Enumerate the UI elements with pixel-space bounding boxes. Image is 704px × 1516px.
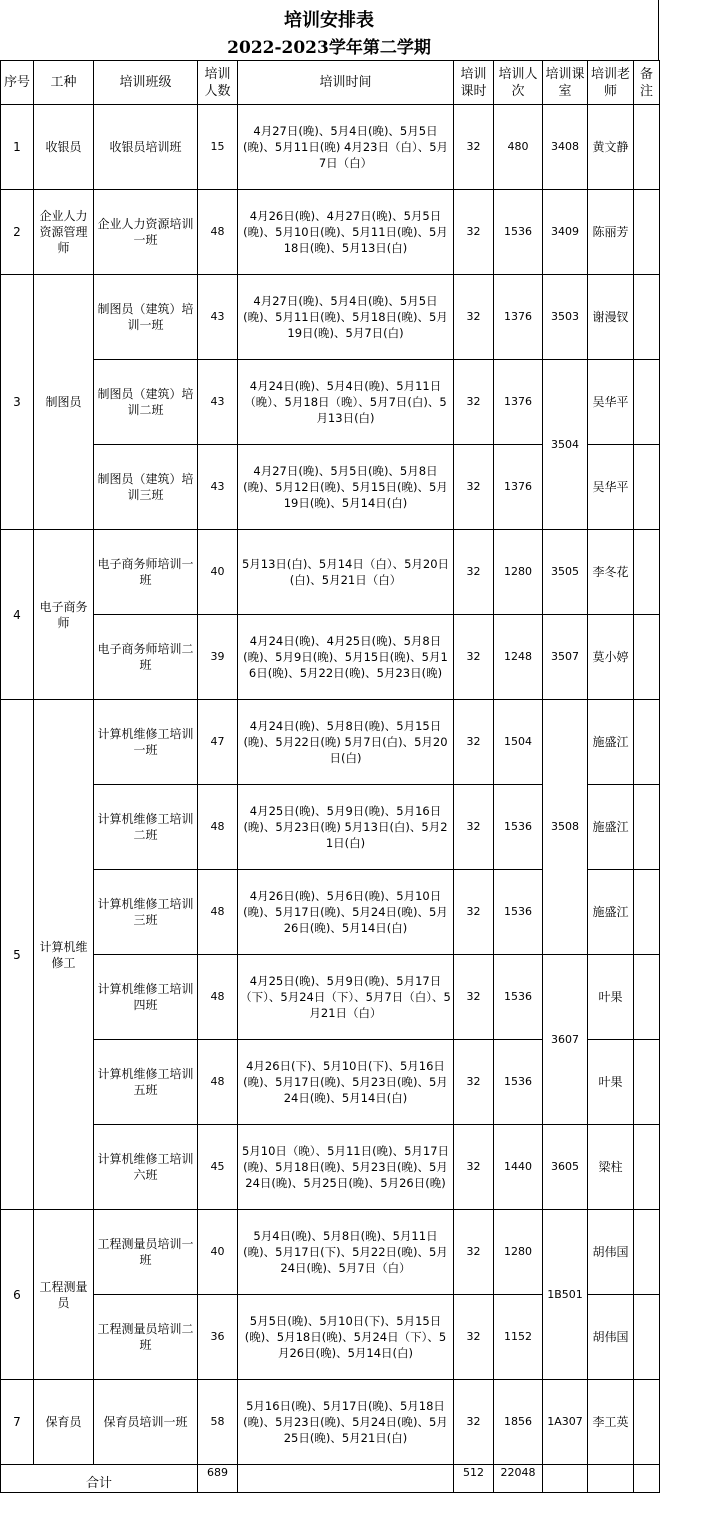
header-row — [1, 61, 660, 105]
count-cell: 48 — [198, 785, 238, 870]
hours-cell: 32 — [454, 190, 494, 275]
time-cell: 4月26日(下)、5月10日(下)、5月16日(晚)、5月17日(晚)、5月23日(晚)、5月24日(晚)、5月14日(白) — [238, 1040, 454, 1125]
table-row — [1, 615, 660, 700]
total-count: 689 — [198, 1465, 238, 1493]
count-cell: 15 — [198, 105, 238, 190]
hours-cell: 32 — [454, 615, 494, 700]
time-cell: 5月16日(晚)、5月17日(晚)、5月18日(晚)、5月23日(晚)、5月24日(晚)、5月25日(晚)、5月21日(白) — [238, 1380, 454, 1465]
note-cell — [634, 1125, 660, 1210]
note-cell — [634, 1295, 660, 1380]
table-row — [1, 275, 660, 360]
count-cell: 48 — [198, 870, 238, 955]
count-cell: 40 — [198, 1210, 238, 1295]
count-cell: 39 — [198, 615, 238, 700]
room-cell: 3409 — [543, 190, 588, 275]
total-row — [1, 1465, 660, 1493]
room-cell: 1B501 — [543, 1210, 588, 1380]
time-cell: 4月27日(晚)、5月5日(晚)、5月8日(晚)、5月12日(晚)、5月15日(晚)、5月19日(晚)、5月14日(白) — [238, 445, 454, 530]
class-cell: 制图员（建筑）培训三班 — [94, 445, 198, 530]
time-cell: 4月26日(晚)、4月27日(晚)、5月5日(晚)、5月10日(晚)、5月11日(晚)、5月18日(晚)、5月13日(白) — [238, 190, 454, 275]
note-cell — [634, 445, 660, 530]
header-cell: 备注 — [634, 61, 660, 105]
hours-cell: 32 — [454, 700, 494, 785]
seq-cell: 5 — [1, 700, 34, 1210]
visits-cell: 1536 — [494, 785, 543, 870]
note-cell — [634, 1210, 660, 1295]
schedule-table — [0, 60, 660, 1493]
seq-cell: 3 — [1, 275, 34, 530]
note-cell — [634, 1380, 660, 1465]
hours-cell: 32 — [454, 1040, 494, 1125]
hours-cell: 32 — [454, 530, 494, 615]
note-cell — [634, 1040, 660, 1125]
table-row — [1, 105, 660, 190]
table-row — [1, 955, 660, 1040]
hours-cell: 32 — [454, 360, 494, 445]
header-cell: 培训课室 — [543, 61, 588, 105]
hours-cell: 32 — [454, 1380, 494, 1465]
note-cell — [634, 360, 660, 445]
hours-cell: 32 — [454, 445, 494, 530]
teacher-cell: 施盛江 — [588, 870, 634, 955]
hours-cell: 32 — [454, 275, 494, 360]
class-cell: 制图员（建筑）培训二班 — [94, 360, 198, 445]
class-cell: 收银员培训班 — [94, 105, 198, 190]
total-empty-cell — [588, 1465, 634, 1493]
time-cell: 4月26日(晚)、5月6日(晚)、5月10日(晚)、5月17日(晚)、5月24日(晚)、5月26日(晚)、5月14日(白) — [238, 870, 454, 955]
total-visits: 22048 — [494, 1465, 543, 1493]
teacher-cell: 黄文静 — [588, 105, 634, 190]
header-cell: 培训人次 — [494, 61, 543, 105]
count-cell: 48 — [198, 190, 238, 275]
header-cell: 培训时间 — [238, 61, 454, 105]
trade-cell: 工程测量员 — [34, 1210, 94, 1380]
visits-cell: 1536 — [494, 190, 543, 275]
count-cell: 48 — [198, 1040, 238, 1125]
hours-cell: 32 — [454, 1295, 494, 1380]
trade-cell: 企业人力资源管理师 — [34, 190, 94, 275]
teacher-cell: 胡伟国 — [588, 1210, 634, 1295]
teacher-cell: 李工英 — [588, 1380, 634, 1465]
teacher-cell: 李冬花 — [588, 530, 634, 615]
note-cell — [634, 615, 660, 700]
trade-cell: 保育员 — [34, 1380, 94, 1465]
teacher-cell: 吴华平 — [588, 445, 634, 530]
visits-cell: 1856 — [494, 1380, 543, 1465]
time-cell: 4月24日(晚)、5月4日(晚)、5月11日（晚）、5月18日（晚）、5月7日(白)、5月13日(白) — [238, 360, 454, 445]
hours-cell: 32 — [454, 105, 494, 190]
class-cell: 计算机维修工培训三班 — [94, 870, 198, 955]
room-cell: 3408 — [543, 105, 588, 190]
seq-cell: 2 — [1, 190, 34, 275]
header-cell: 培训班级 — [94, 61, 198, 105]
count-cell: 36 — [198, 1295, 238, 1380]
trade-cell: 收银员 — [34, 105, 94, 190]
count-cell: 58 — [198, 1380, 238, 1465]
count-cell: 40 — [198, 530, 238, 615]
trade-cell: 制图员 — [34, 275, 94, 530]
time-cell: 4月24日(晚)、5月8日(晚)、5月15日(晚)、5月22日(晚) 5月7日(白)、5月20日(白) — [238, 700, 454, 785]
time-cell: 5月4日(晚)、5月8日(晚)、5月11日(晚)、5月17日(下)、5月22日(晚)、5月24日(晚)、5月7日（白） — [238, 1210, 454, 1295]
page-subtitle: 2022-2023学年第二学期 — [227, 38, 431, 58]
count-cell: 48 — [198, 955, 238, 1040]
room-cell: 3504 — [543, 360, 588, 530]
room-cell: 3605 — [543, 1125, 588, 1210]
teacher-cell: 莫小婷 — [588, 615, 634, 700]
table-row — [1, 1380, 660, 1465]
visits-cell: 1536 — [494, 870, 543, 955]
note-cell — [634, 955, 660, 1040]
time-cell: 4月25日(晚)、5月9日(晚)、5月17日（下）、5月24日（下）、5月7日（白）、5月21日（白） — [238, 955, 454, 1040]
teacher-cell: 施盛江 — [588, 700, 634, 785]
room-cell: 1A307 — [543, 1380, 588, 1465]
teacher-cell: 叶果 — [588, 1040, 634, 1125]
class-cell: 计算机维修工培训四班 — [94, 955, 198, 1040]
page-title: 培训安排表 — [284, 10, 374, 31]
count-cell: 47 — [198, 700, 238, 785]
count-cell: 43 — [198, 360, 238, 445]
room-cell: 3505 — [543, 530, 588, 615]
visits-cell: 1504 — [494, 700, 543, 785]
trade-cell: 计算机维修工 — [34, 700, 94, 1210]
teacher-cell: 梁柱 — [588, 1125, 634, 1210]
note-cell — [634, 785, 660, 870]
total-empty-cell — [238, 1465, 454, 1493]
time-cell: 5月5日(晚)、5月10日(下)、5月15日(晚)、5月18日(晚)、5月24日（下）、5月26日(晚)、5月14日(白) — [238, 1295, 454, 1380]
header-cell: 工种 — [34, 61, 94, 105]
class-cell: 计算机维修工培训二班 — [94, 785, 198, 870]
header-cell: 培训课时 — [454, 61, 494, 105]
visits-cell: 1376 — [494, 360, 543, 445]
teacher-cell: 施盛江 — [588, 785, 634, 870]
table-row — [1, 190, 660, 275]
class-cell: 计算机维修工培训五班 — [94, 1040, 198, 1125]
note-cell — [634, 700, 660, 785]
class-cell: 企业人力资源培训一班 — [94, 190, 198, 275]
room-cell: 3507 — [543, 615, 588, 700]
visits-cell: 1280 — [494, 1210, 543, 1295]
teacher-cell: 胡伟国 — [588, 1295, 634, 1380]
header-cell: 培训老师 — [588, 61, 634, 105]
time-cell: 5月13日(白)、5月14日（白）、5月20日(白)、5月21日（白） — [238, 530, 454, 615]
table-row — [1, 530, 660, 615]
header-cell: 序号 — [1, 61, 34, 105]
visits-cell: 1280 — [494, 530, 543, 615]
teacher-cell: 叶果 — [588, 955, 634, 1040]
teacher-cell: 陈丽芳 — [588, 190, 634, 275]
visits-cell: 1376 — [494, 445, 543, 530]
visits-cell: 1248 — [494, 615, 543, 700]
class-cell: 工程测量员培训一班 — [94, 1210, 198, 1295]
time-cell: 4月27日(晚)、5月4日(晚)、5月5日(晚)、5月11日(晚) 4月23日（白）、5月7日（白） — [238, 105, 454, 190]
count-cell: 43 — [198, 275, 238, 360]
trade-cell: 电子商务师 — [34, 530, 94, 700]
table-row — [1, 1210, 660, 1295]
note-cell — [634, 105, 660, 190]
teacher-cell: 吴华平 — [588, 360, 634, 445]
class-cell: 保育员培训一班 — [94, 1380, 198, 1465]
class-cell: 制图员（建筑）培训一班 — [94, 275, 198, 360]
time-cell: 4月24日(晚)、4月25日(晚)、5月8日(晚)、5月9日(晚)、5月15日(晚)、5月16日(晚)、5月22日(晚)、5月23日(晚) — [238, 615, 454, 700]
visits-cell: 1536 — [494, 955, 543, 1040]
room-cell: 3607 — [543, 955, 588, 1125]
class-cell: 电子商务师培训一班 — [94, 530, 198, 615]
seq-cell: 7 — [1, 1380, 34, 1465]
visits-cell: 1440 — [494, 1125, 543, 1210]
seq-cell: 4 — [1, 530, 34, 700]
hours-cell: 32 — [454, 870, 494, 955]
count-cell: 43 — [198, 445, 238, 530]
visits-cell: 480 — [494, 105, 543, 190]
note-cell — [634, 870, 660, 955]
visits-cell: 1376 — [494, 275, 543, 360]
total-empty-cell — [543, 1465, 588, 1493]
class-cell: 计算机维修工培训一班 — [94, 700, 198, 785]
note-cell — [634, 275, 660, 360]
class-cell: 计算机维修工培训六班 — [94, 1125, 198, 1210]
seq-cell: 1 — [1, 105, 34, 190]
time-cell: 4月25日(晚)、5月9日(晚)、5月16日(晚)、5月23日(晚) 5月13日(白)、5月21日(白) — [238, 785, 454, 870]
room-cell: 3508 — [543, 700, 588, 955]
visits-cell: 1152 — [494, 1295, 543, 1380]
total-empty-cell — [634, 1465, 660, 1493]
time-cell: 4月27日(晚)、5月4日(晚)、5月5日(晚)、5月11日(晚)、5月18日(晚)、5月19日(晚)、5月7日(白) — [238, 275, 454, 360]
seq-cell: 6 — [1, 1210, 34, 1380]
teacher-cell: 谢漫钗 — [588, 275, 634, 360]
header-cell: 培训人数 — [198, 61, 238, 105]
visits-cell: 1536 — [494, 1040, 543, 1125]
table-row — [1, 700, 660, 785]
hours-cell: 32 — [454, 955, 494, 1040]
count-cell: 45 — [198, 1125, 238, 1210]
class-cell: 电子商务师培训二班 — [94, 615, 198, 700]
hours-cell: 32 — [454, 1125, 494, 1210]
room-cell: 3503 — [543, 275, 588, 360]
total-hours: 512 — [454, 1465, 494, 1493]
title-block — [0, 0, 659, 60]
note-cell — [634, 530, 660, 615]
note-cell — [634, 190, 660, 275]
hours-cell: 32 — [454, 1210, 494, 1295]
table-row — [1, 1125, 660, 1210]
class-cell: 工程测量员培训二班 — [94, 1295, 198, 1380]
table-row — [1, 360, 660, 445]
hours-cell: 32 — [454, 785, 494, 870]
total-label: 合计 — [1, 1465, 198, 1493]
time-cell: 5月10日（晚）、5月11日(晚)、5月17日(晚)、5月18日(晚)、5月23日(晚)、5月24日(晚)、5月25日(晚)、5月26日(晚) — [238, 1125, 454, 1210]
